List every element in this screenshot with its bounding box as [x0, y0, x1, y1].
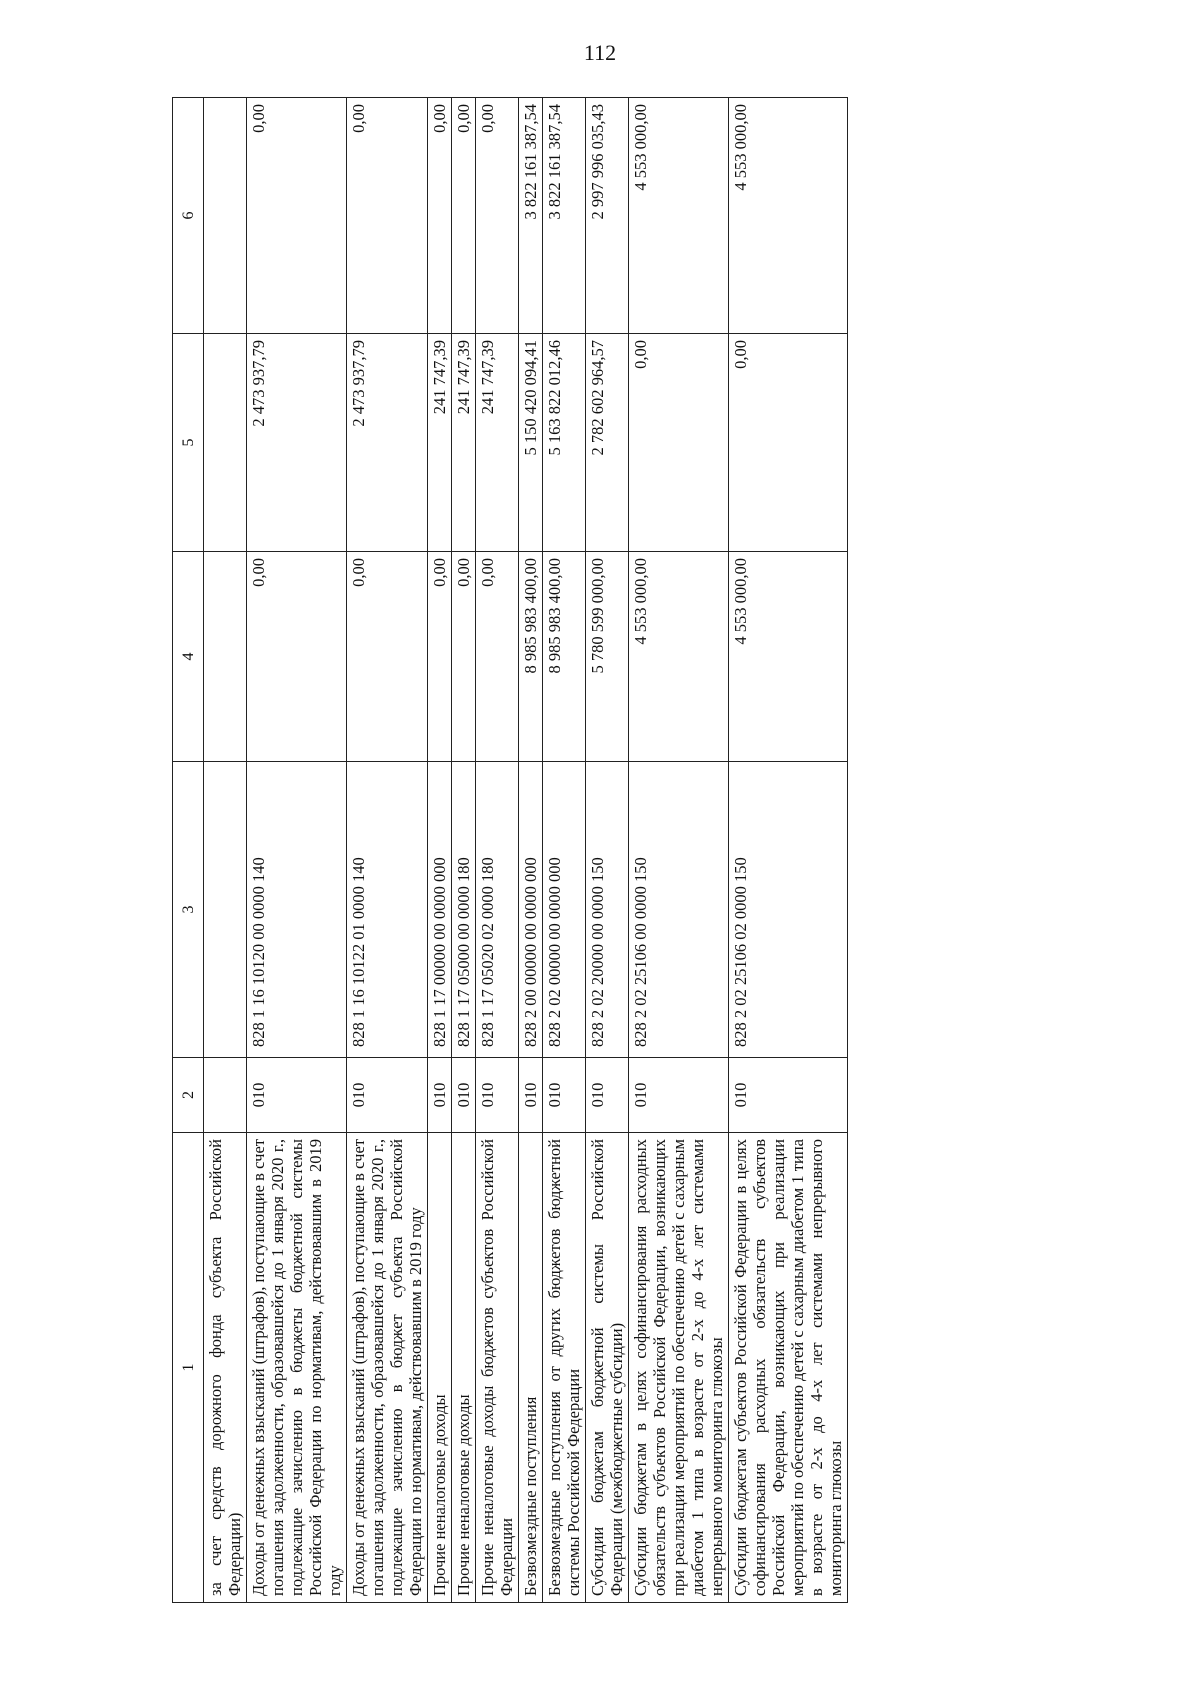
row-value-5: 5 163 822 012,46	[543, 334, 586, 552]
table-row	[729, 98, 848, 1603]
row-value-6: 4 553 000,00	[629, 98, 729, 334]
table-row	[519, 98, 543, 1603]
table-row	[428, 98, 452, 1603]
row-name: Безвозмездные поступления от других бюджетов бюджетной системы Российской Федерации	[543, 1133, 586, 1603]
header-col-6: 6	[173, 98, 204, 334]
row-value-4: 0,00	[347, 552, 428, 762]
revenue-table-rotated	[172, 98, 964, 1603]
row-value-6: 3 822 161 387,54	[519, 98, 543, 334]
row-name: Безвозмездные поступления	[519, 1133, 543, 1603]
row-value-5: 241 747,39	[476, 334, 519, 552]
row-value-6: 0,00	[428, 98, 452, 334]
row-value-5: 0,00	[729, 334, 848, 552]
header-col-3: 3	[173, 762, 204, 1058]
header-col-5: 5	[173, 334, 204, 552]
revenue-table	[172, 97, 848, 1603]
row-col2: 010	[347, 1058, 428, 1133]
row-value-6: 4 553 000,00	[729, 98, 848, 334]
row-col2: 010	[519, 1058, 543, 1133]
table-row	[347, 98, 428, 1603]
row-name: за счет средств дорожного фонда субъекта Российской Федерации)	[204, 1133, 247, 1603]
row-name: Доходы от денежных взысканий (штрафов), поступающие в счет погашения задолженности, образовавшейся до 1 января 2020 г., подлежащие зачислению в бюджет субъекта Российской Федерации по нормативам, действовавшим в 2019 году	[347, 1133, 428, 1603]
row-name: Субсидии бюджетам бюджетной системы Российской Федерации (межбюджетные субсидии)	[586, 1133, 629, 1603]
row-value-4: 8 985 983 400,00	[543, 552, 586, 762]
row-code: 828 2 02 25106 00 0000 150	[629, 762, 729, 1058]
row-value-5: 2 473 937,79	[347, 334, 428, 552]
row-value-4: 8 985 983 400,00	[519, 552, 543, 762]
row-value-5: 241 747,39	[452, 334, 476, 552]
table-row	[629, 98, 729, 1603]
row-value-6: 3 822 161 387,54	[543, 98, 586, 334]
row-value-5	[204, 334, 247, 552]
row-value-4: 0,00	[428, 552, 452, 762]
row-col2: 010	[629, 1058, 729, 1133]
row-name: Субсидии бюджетам субъектов Российской Федерации в целях софинансирования расходных обязательств субъектов Российской Федерации, возникающих при реализации мероприятий по обеспечению детей с сахарным диабетом 1 типа в возрасте от 2-х до 4-х лет системами непрерывного мониторинга глюкозы	[729, 1133, 848, 1603]
row-value-6: 0,00	[452, 98, 476, 334]
row-name: Доходы от денежных взысканий (штрафов), поступающие в счет погашения задолженности, образовавшейся до 1 января 2020 г., подлежащие зачислению в бюджеты бюджетной системы Российской Федерации по нормативам, действовавшим в 2019 году	[247, 1133, 347, 1603]
row-value-4: 4 553 000,00	[729, 552, 848, 762]
row-col2: 010	[476, 1058, 519, 1133]
row-col2: 010	[729, 1058, 848, 1133]
table-row	[476, 98, 519, 1603]
table-row	[452, 98, 476, 1603]
row-code: 828 2 02 20000 00 0000 150	[586, 762, 629, 1058]
row-value-5: 2 473 937,79	[247, 334, 347, 552]
page-number: 112	[583, 40, 617, 65]
row-value-5: 5 150 420 094,41	[519, 334, 543, 552]
table-row	[586, 98, 629, 1603]
header-col-1: 1	[173, 1133, 204, 1603]
row-value-5: 241 747,39	[428, 334, 452, 552]
row-col2	[204, 1058, 247, 1133]
row-value-4	[204, 552, 247, 762]
row-name: Прочие неналоговые доходы	[428, 1133, 452, 1603]
row-col2: 010	[543, 1058, 586, 1133]
row-name: Прочие неналоговые доходы бюджетов субъектов Российской Федерации	[476, 1133, 519, 1603]
row-code: 828 2 00 00000 00 0000 000	[519, 762, 543, 1058]
row-code: 828 1 17 05000 00 0000 180	[452, 762, 476, 1058]
row-value-4: 0,00	[476, 552, 519, 762]
row-code: 828 1 16 10122 01 0000 140	[347, 762, 428, 1058]
row-value-4: 4 553 000,00	[629, 552, 729, 762]
row-col2: 010	[452, 1058, 476, 1133]
header-col-2: 2	[173, 1058, 204, 1133]
row-name: Субсидии бюджетам в целях софинансирования расходных обязательств субъектов Российской Федерации, возникающих при реализации мероприятий по обеспечению детей с сахарным диабетом 1 типа в возрасте от 2-х до 4-х лет системами непрерывного мониторинга глюкозы	[629, 1133, 729, 1603]
row-value-4: 0,00	[452, 552, 476, 762]
table-header-row	[173, 98, 204, 1603]
row-col2: 010	[586, 1058, 629, 1133]
row-col2: 010	[247, 1058, 347, 1133]
row-value-5: 2 782 602 964,57	[586, 334, 629, 552]
row-value-5: 0,00	[629, 334, 729, 552]
row-value-4: 0,00	[247, 552, 347, 762]
row-code: 828 1 17 00000 00 0000 000	[428, 762, 452, 1058]
row-code: 828 1 17 05020 02 0000 180	[476, 762, 519, 1058]
row-code: 828 2 02 25106 02 0000 150	[729, 762, 848, 1058]
row-value-6: 0,00	[347, 98, 428, 334]
row-code: 828 1 16 10120 00 0000 140	[247, 762, 347, 1058]
row-value-6	[204, 98, 247, 334]
row-value-6: 2 997 996 035,43	[586, 98, 629, 334]
row-name: Прочие неналоговые доходы	[452, 1133, 476, 1603]
table-row	[247, 98, 347, 1603]
row-col2: 010	[428, 1058, 452, 1133]
row-value-6: 0,00	[476, 98, 519, 334]
header-col-4: 4	[173, 552, 204, 762]
row-value-6: 0,00	[247, 98, 347, 334]
row-code	[204, 762, 247, 1058]
row-value-4: 5 780 599 000,00	[586, 552, 629, 762]
table-row	[204, 98, 247, 1603]
table-row	[543, 98, 586, 1603]
row-code: 828 2 02 00000 00 0000 000	[543, 762, 586, 1058]
